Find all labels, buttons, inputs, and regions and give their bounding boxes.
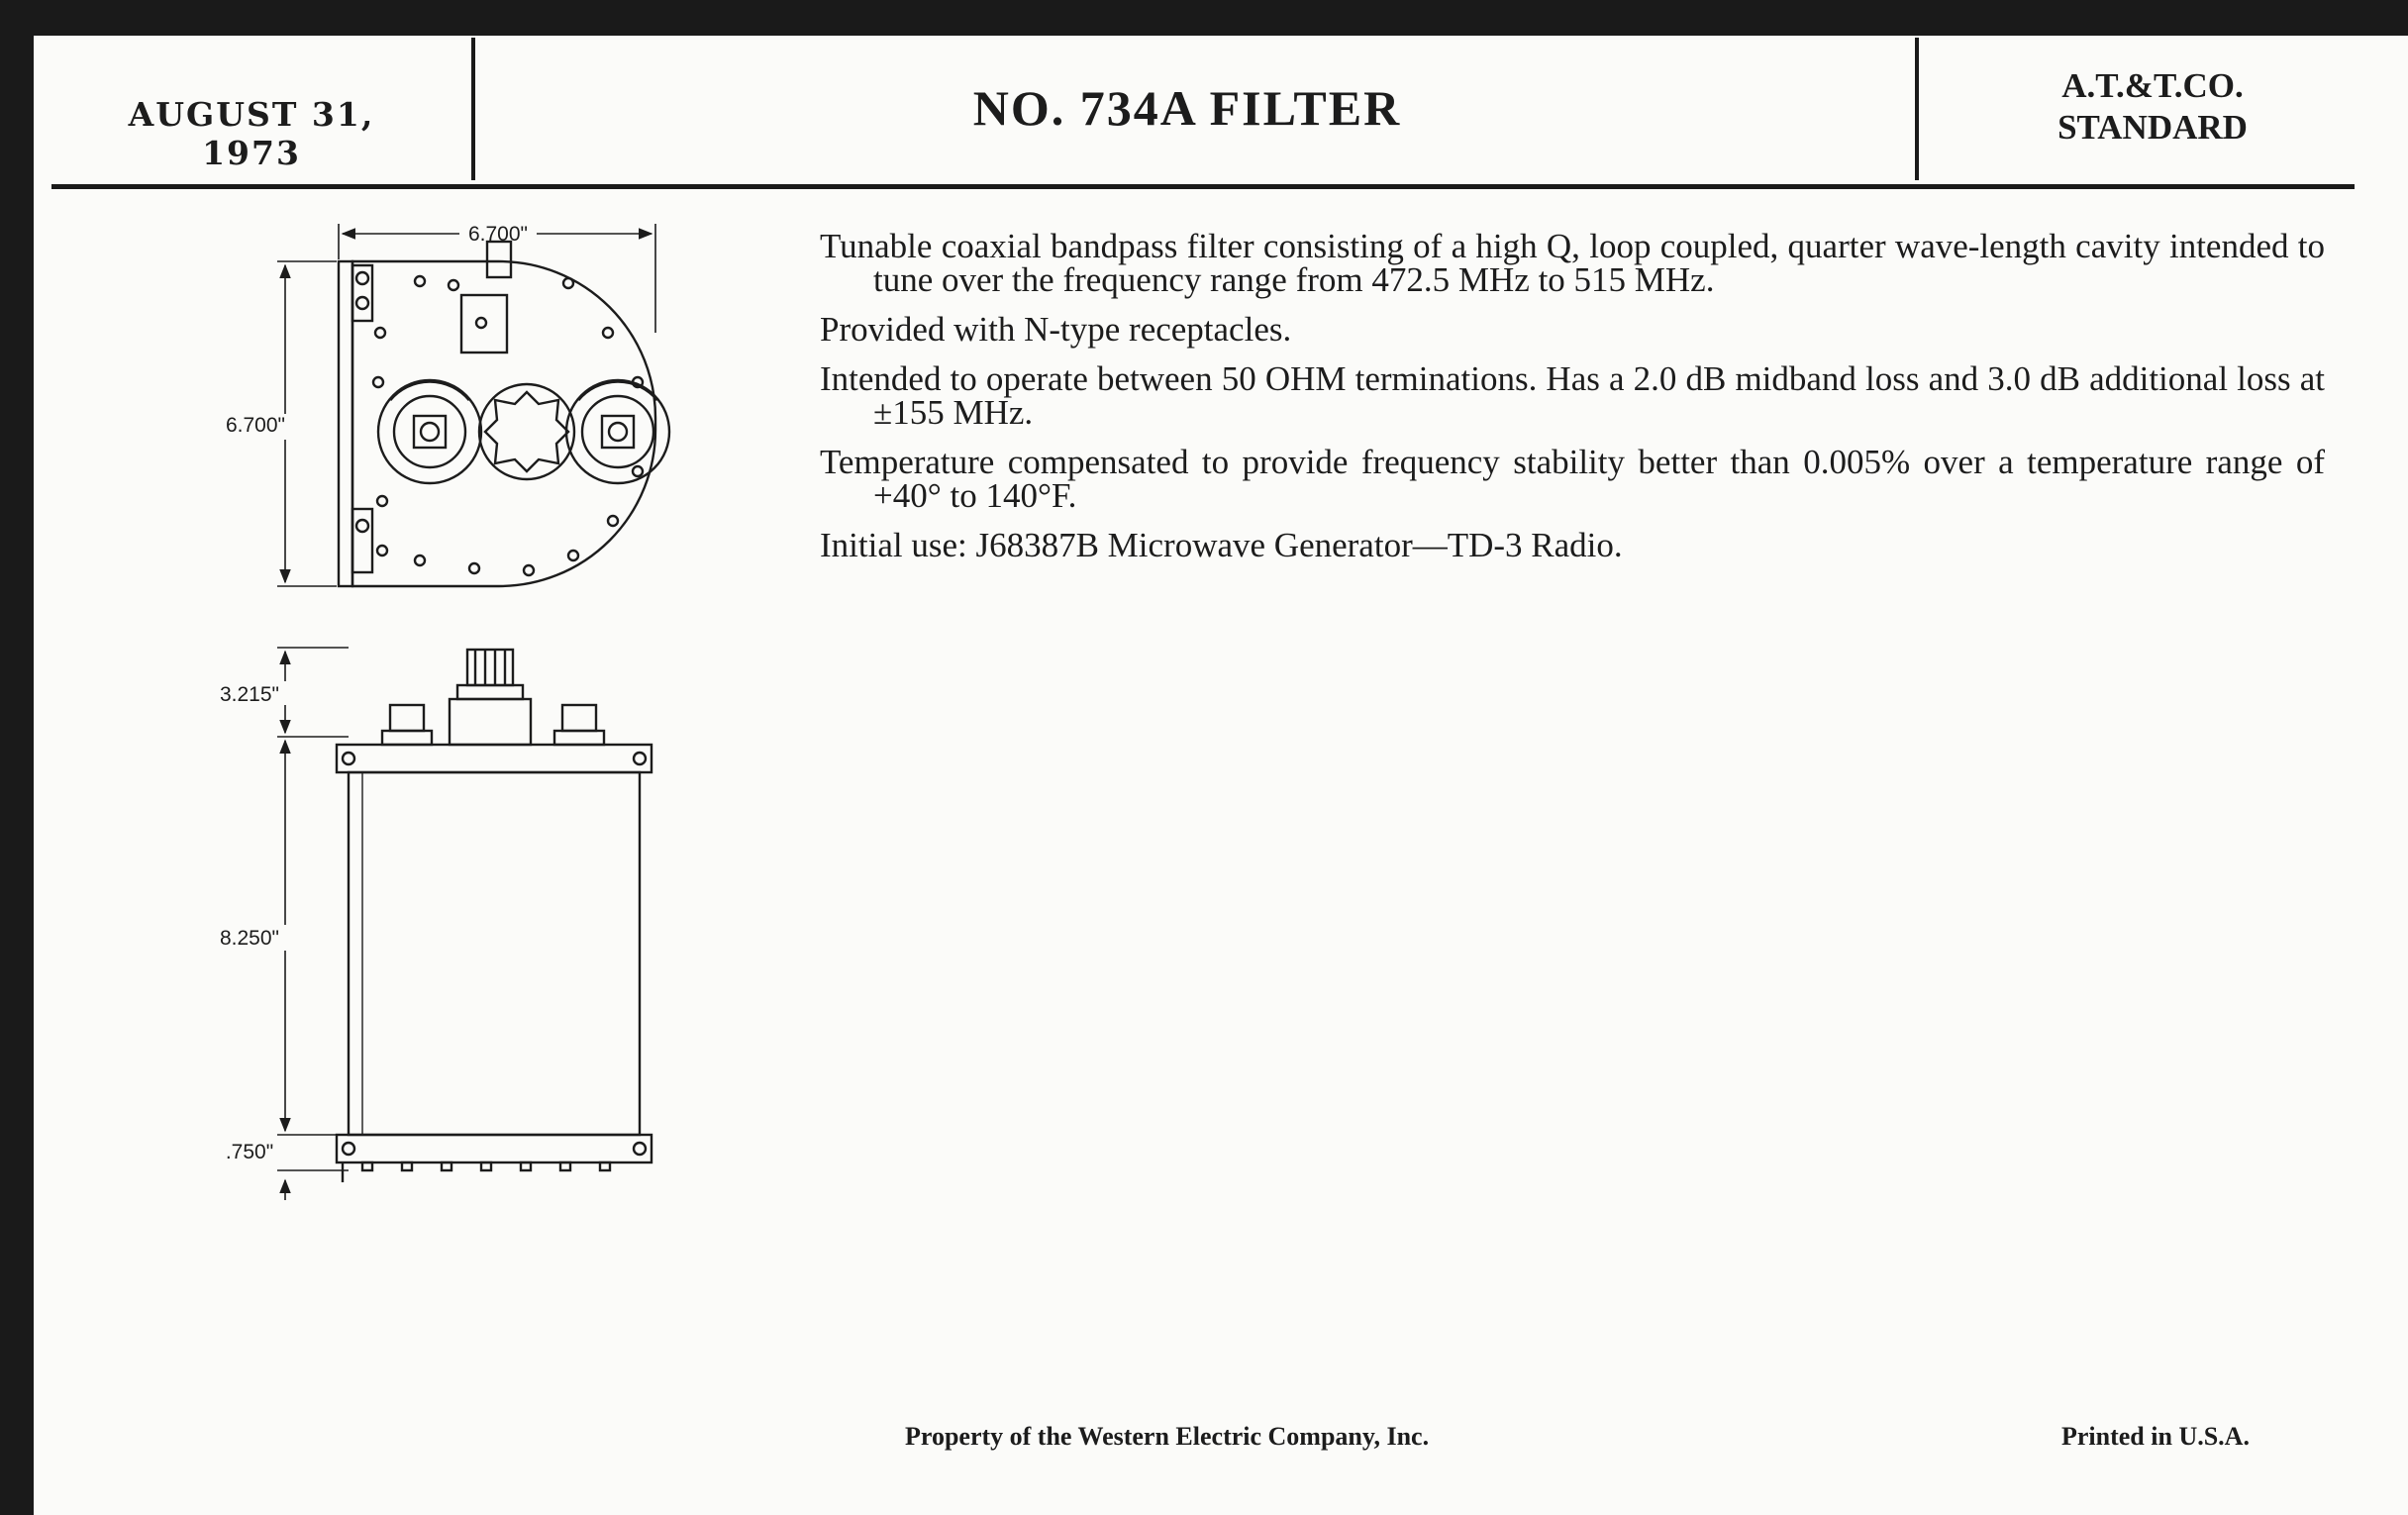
description-paragraph: Tunable coaxial bandpass filter consisting of a high Q, loop coupled, quarter wave-length cavity intended to tune over the frequency range from 472.5 MHz to 515 MHz. xyxy=(820,227,2325,299)
description xyxy=(820,227,2325,578)
top-view xyxy=(277,224,669,586)
description-paragraph: Provided with N-type receptacles. xyxy=(820,310,1292,349)
filter-drawing xyxy=(34,36,747,1224)
spec-sheet xyxy=(34,36,2408,1515)
header-org-line1: A.T.&T.CO. xyxy=(2061,66,2244,105)
footer-printed: Printed in U.S.A. xyxy=(2061,1422,2250,1451)
side-base-dim: .750" xyxy=(225,1141,274,1163)
description-paragraph: Intended to operate between 50 OHM terminations. Has a 2.0 dB midband loss and 3.0 dB additional loss at ±155 MHz. xyxy=(820,359,2325,432)
top-height-dim: 6.700" xyxy=(225,414,286,437)
side-connector-dim: 3.215" xyxy=(219,683,280,706)
header-divider-right xyxy=(1915,38,1919,180)
header-org-line2: STANDARD xyxy=(2057,108,2248,147)
footer-property: Property of the Western Electric Company, Inc. xyxy=(905,1422,1430,1451)
header-title: NO. 734A FILTER xyxy=(972,80,1402,136)
header-date: AUGUST 31, 1973 xyxy=(128,95,375,172)
side-view xyxy=(277,648,652,1200)
description-paragraph: Temperature compensated to provide frequency stability better than 0.005% over a temperature range of +40° to 140°F. xyxy=(820,443,2325,515)
side-body-dim: 8.250" xyxy=(219,927,280,950)
header-organization xyxy=(1945,65,2360,149)
top-width-dim: 6.700" xyxy=(467,223,529,246)
description-paragraph: Initial use: J68387B Microwave Generator—TD-3 Radio. xyxy=(820,526,1623,564)
